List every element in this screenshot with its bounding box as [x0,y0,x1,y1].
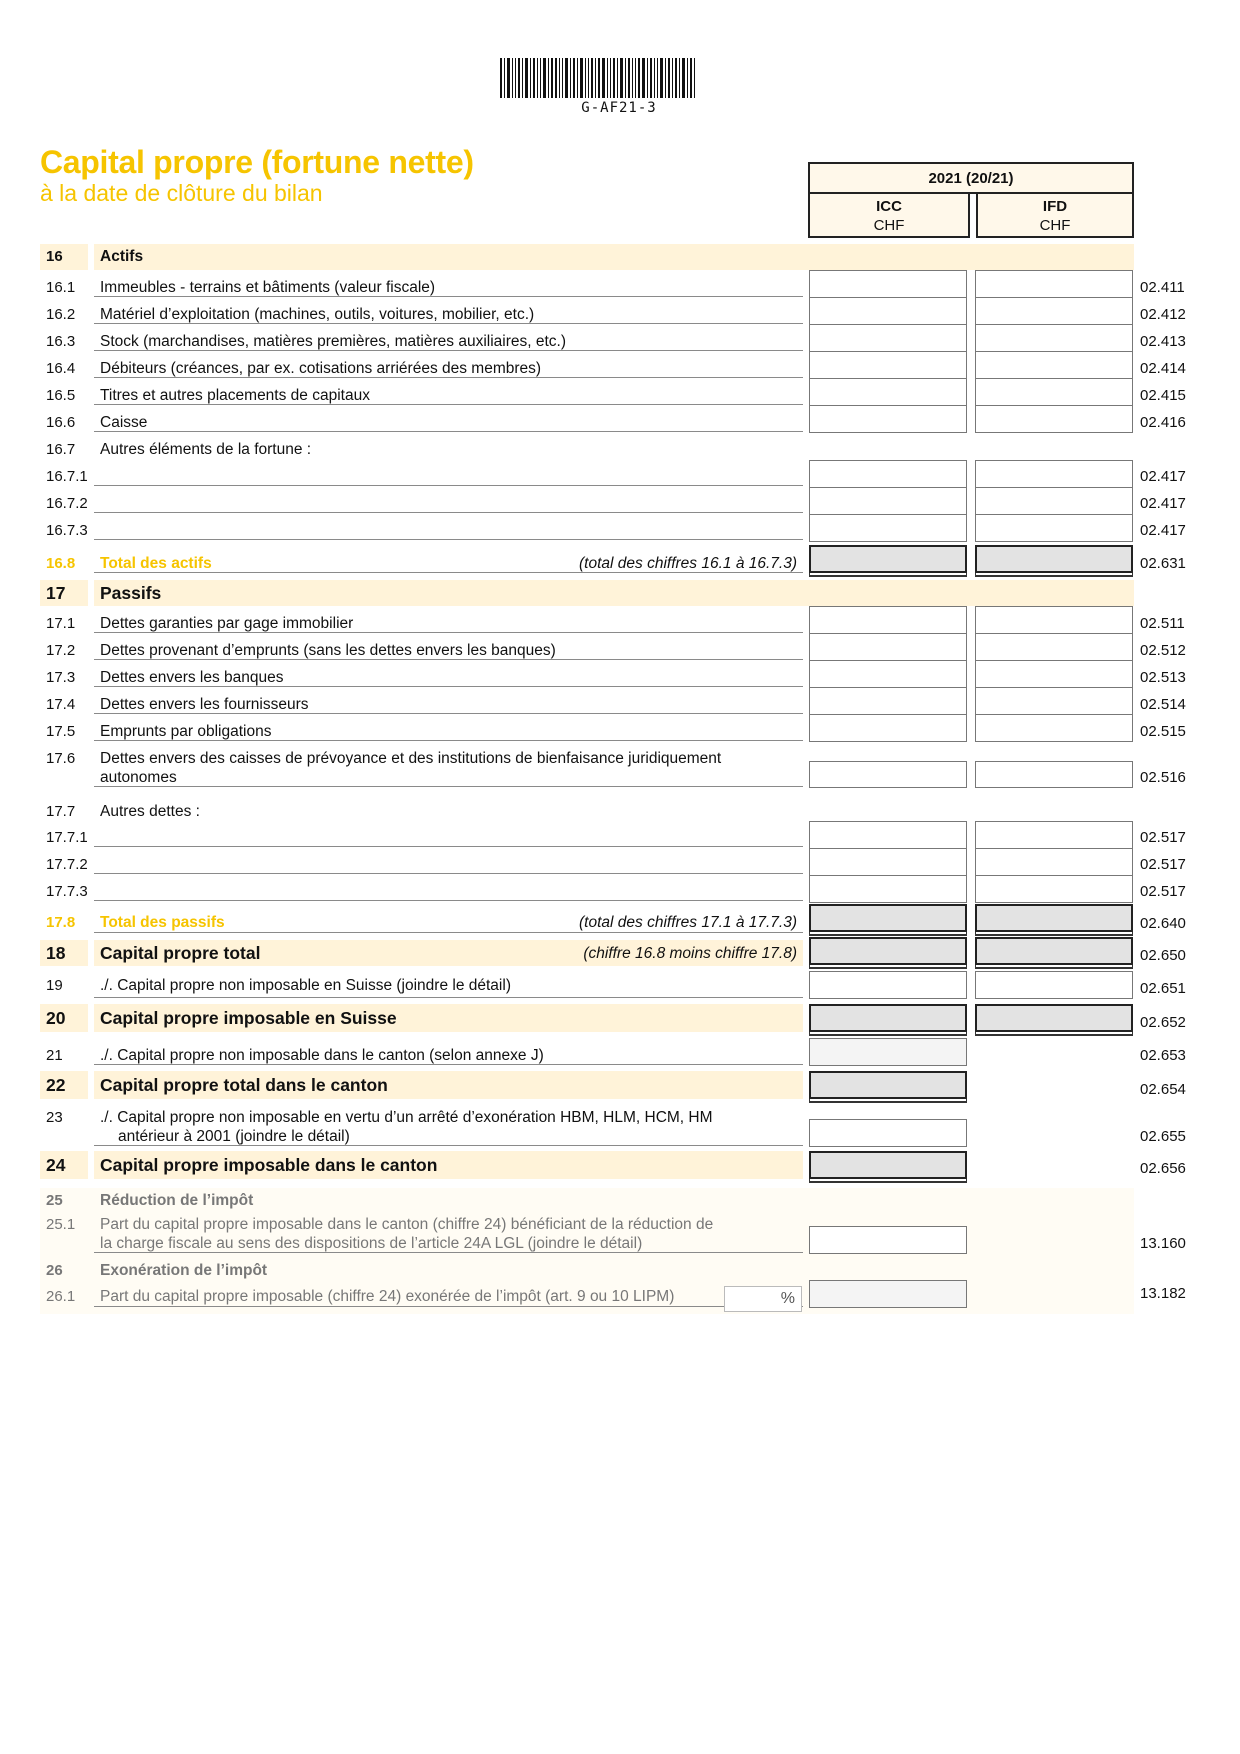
ifd-input[interactable] [975,297,1133,325]
field-code: 02.517 [1140,856,1186,873]
ifd-input[interactable] [975,514,1133,542]
field-code: 02.652 [1140,1014,1186,1031]
row-number: 18 [46,943,66,963]
field-code: 02.416 [1140,414,1186,431]
row-underline [94,659,803,660]
row-number: 17.4 [46,696,76,713]
page-subtitle: à la date de clôture du bilan [40,180,323,206]
ifd-input[interactable] [975,875,1133,903]
row-underline [94,296,803,297]
icc-input[interactable] [809,848,967,876]
row-underline [94,1306,803,1307]
row-label: Capital propre imposable en Suisse [100,1008,397,1028]
row-number: 16.6 [46,414,76,431]
row-underline [94,431,803,432]
ifd-total-field [975,904,1133,932]
ifd-input[interactable] [975,848,1133,876]
icc-input[interactable] [809,405,967,433]
icc-input[interactable] [809,714,967,742]
field-code: 02.415 [1140,387,1186,404]
row-label: ./. Capital propre non imposable en Suisse (joindre le détail) [100,977,511,994]
row-number: 17.7.1 [46,829,88,846]
row-number: 25.1 [46,1216,76,1233]
row-number: 19 [46,977,63,994]
section-title-actifs: Actifs [100,248,144,265]
ifd-input[interactable] [975,606,1133,634]
row-note: (chiffre 16.8 moins chiffre 17.8) [583,945,797,962]
column-ifd-label: IFD [1042,198,1068,215]
description-input-line[interactable] [94,539,803,540]
field-code: 02.515 [1140,723,1186,740]
description-input-line[interactable] [94,846,803,847]
icc-input[interactable] [809,761,967,788]
section-band [94,580,1134,606]
field-code: 02.655 [1140,1128,1186,1145]
ifd-input[interactable] [975,460,1133,488]
icc-total-field [809,545,967,573]
row-label: Débiteurs (créances, par ex. cotisations arriérées des membres) [100,360,542,377]
row-underline [94,350,803,351]
tax-year: 2021 (20/21) [810,164,1132,194]
row-number: 16.2 [46,306,76,323]
row-number: 16.3 [46,333,76,350]
row-label: Matériel d’exploitation (machines, outils, voitures, mobilier, etc.) [100,306,535,323]
column-icc-label: ICC [876,198,902,215]
icc-input[interactable] [809,660,967,688]
field-code: 02.411 [1140,279,1185,296]
icc-total-field [809,904,967,932]
row-label: Dettes envers des caisses de prévoyance et des institutions de bienfaisance juridiquement [100,750,722,767]
description-input-line[interactable] [94,512,803,513]
row-label: Immeubles - terrains et bâtiments (valeur fiscale) [100,279,436,296]
ifd-input[interactable] [975,660,1133,688]
row-label: Capital propre imposable dans le canton [100,1155,438,1175]
icc-input[interactable] [809,351,967,379]
row-label-continued: antérieur à 2001 (joindre le détail) [118,1128,350,1145]
row-number: 21 [46,1047,63,1064]
field-code: 02.512 [1140,642,1186,659]
row-number: 16.7 [46,441,76,458]
field-code: 02.417 [1140,522,1186,539]
icc-input[interactable] [809,633,967,661]
row-label: Capital propre total [100,943,261,963]
row-number: 26 [46,1262,63,1279]
row-label: Total des passifs [100,914,225,931]
row-label: Titres et autres placements de capitaux [100,387,370,404]
icc-input[interactable] [809,1038,967,1066]
ifd-input[interactable] [975,687,1133,715]
row-number: 24 [46,1155,66,1175]
icc-input[interactable] [809,270,967,298]
icc-input[interactable] [809,971,967,999]
row-number: 16.7.1 [46,468,88,485]
column-ifd [976,194,1132,238]
icc-total-field [809,1004,967,1032]
row-number: 17.3 [46,669,76,686]
section-number: 17 [46,583,66,603]
barcode-label: G-AF21-3 [581,100,657,116]
percent-unit: % [780,1290,795,1307]
barcode [500,58,738,98]
ifd-input[interactable] [975,714,1133,742]
row-label-continued: la charge fiscale au sens des dispositions de l’article 24A LGL (joindre le détail) [100,1235,643,1252]
column-icc [810,194,970,238]
ifd-input[interactable] [975,487,1133,515]
icc-input[interactable] [809,487,967,515]
page-title: Capital propre (fortune nette) [40,144,474,180]
row-label-continued: autonomes [100,769,177,786]
row-number: 17.2 [46,642,76,659]
row-label: Part du capital propre imposable dans le canton (chiffre 24) bénéficiant de la réduction de [100,1216,714,1233]
icc-input[interactable] [809,821,967,849]
row-underline [94,632,803,633]
icc-input[interactable] [809,1226,967,1254]
icc-input[interactable] [809,460,967,488]
row-underline [94,997,803,998]
field-code: 02.651 [1140,980,1186,997]
row-label: Réduction de l’impôt [100,1192,254,1209]
row-number: 25 [46,1192,63,1209]
column-ifd-currency: CHF [1039,217,1071,234]
field-code: 02.517 [1140,883,1186,900]
row-underline [94,932,803,933]
ifd-input[interactable] [975,633,1133,661]
row-number: 16.7.3 [46,522,88,539]
description-input-line[interactable] [94,485,803,486]
field-code: 02.654 [1140,1081,1186,1098]
row-number: 17.5 [46,723,76,740]
icc-input[interactable] [809,606,967,634]
ifd-input[interactable] [975,971,1133,999]
icc-total-field [809,937,967,965]
row-label: Part du capital propre imposable (chiffre 24) exonérée de l’impôt (art. 9 ou 10 LIPM) [100,1288,675,1305]
field-code: 02.650 [1140,947,1186,964]
ifd-total-field [975,1004,1133,1032]
row-number: 17.7.3 [46,883,88,900]
row-underline [94,323,803,324]
row-label: Dettes provenant d’emprunts (sans les dettes envers les banques) [100,642,556,659]
row-label: Caisse [100,414,148,431]
icc-input[interactable] [809,875,967,903]
row-underline [94,572,803,573]
row-underline [94,1252,803,1253]
row-number: 16.1 [46,279,76,296]
field-code: 02.514 [1140,696,1186,713]
icc-input[interactable] [809,378,967,406]
row-label: Stock (marchandises, matières premières, matières auxiliaires, etc.) [100,333,567,350]
row-label: Dettes envers les fournisseurs [100,696,309,713]
row-underline [94,786,803,787]
icc-input[interactable] [809,1119,967,1147]
row-label: Autres dettes : [100,803,200,820]
percentage-input[interactable] [724,1286,802,1312]
row-number: 17.1 [46,615,76,632]
row-note: (total des chiffres 16.1 à 16.7.3) [579,555,797,572]
row-underline [94,713,803,714]
field-code: 02.414 [1140,360,1186,377]
field-code: 02.417 [1140,495,1186,512]
row-number: 22 [46,1075,66,1095]
row-number: 16.7.2 [46,495,88,512]
field-code: 02.417 [1140,468,1186,485]
row-number: 23 [46,1109,63,1126]
section-number: 16 [46,248,63,265]
row-label: Total des actifs [100,555,212,572]
row-underline [94,404,803,405]
icc-input[interactable] [809,687,967,715]
icc-input[interactable] [809,514,967,542]
row-number: 17.7 [46,803,76,820]
field-code: 02.517 [1140,829,1186,846]
field-code: 02.511 [1140,615,1185,632]
row-underline [94,740,803,741]
row-number: 26.1 [46,1288,76,1305]
row-number: 16.4 [46,360,76,377]
row-note: (total des chiffres 17.1 à 17.7.3) [579,914,797,931]
row-label: Capital propre total dans le canton [100,1075,388,1095]
ifd-input[interactable] [975,324,1133,352]
row-number: 17.6 [46,750,76,767]
row-label: Dettes garanties par gage immobilier [100,615,354,632]
row-label: Emprunts par obligations [100,723,272,740]
field-code: 02.640 [1140,915,1186,932]
row-number: 17.7.2 [46,856,88,873]
row-underline [94,1064,803,1065]
field-code: 02.516 [1140,769,1186,786]
ifd-input[interactable] [975,821,1133,849]
icc-total-field [809,1071,967,1099]
icc-input[interactable] [809,297,967,325]
icc-total-field [809,1151,967,1179]
row-number: 17.8 [46,914,76,931]
row-label: Dettes envers les banques [100,669,284,686]
row-underline [94,1145,803,1146]
row-label: Exonération de l’impôt [100,1262,268,1279]
ifd-total-field [975,545,1133,573]
field-code: 02.653 [1140,1047,1186,1064]
section-title-passifs: Passifs [100,583,162,603]
field-code: 13.182 [1140,1285,1186,1302]
row-number: 20 [46,1008,66,1028]
ifd-input[interactable] [975,405,1133,433]
ifd-input[interactable] [975,351,1133,379]
description-input-line[interactable] [94,873,803,874]
field-code: 13.160 [1140,1235,1186,1252]
row-label: Autres éléments de la fortune : [100,441,312,458]
icc-input[interactable] [809,1280,967,1308]
description-input-line[interactable] [94,900,803,901]
ifd-total-field [975,937,1133,965]
field-code: 02.412 [1140,306,1186,323]
row-underline [94,686,803,687]
field-code: 02.656 [1140,1160,1186,1177]
field-code: 02.513 [1140,669,1186,686]
ifd-input[interactable] [975,270,1133,298]
column-header [808,162,1134,238]
row-label: ./. Capital propre non imposable en vertu d’un arrêté d’exonération HBM, HLM, HCM, HM [100,1109,713,1126]
row-number: 16.8 [46,555,76,572]
ifd-input[interactable] [975,761,1133,788]
field-code: 02.413 [1140,333,1186,350]
field-code: 02.631 [1140,555,1186,572]
ifd-input[interactable] [975,378,1133,406]
icc-input[interactable] [809,324,967,352]
section-band [94,244,1134,270]
row-number: 16.5 [46,387,76,404]
column-icc-currency: CHF [873,217,905,234]
row-underline [94,377,803,378]
row-label: ./. Capital propre non imposable dans le canton (selon annexe J) [100,1047,544,1064]
